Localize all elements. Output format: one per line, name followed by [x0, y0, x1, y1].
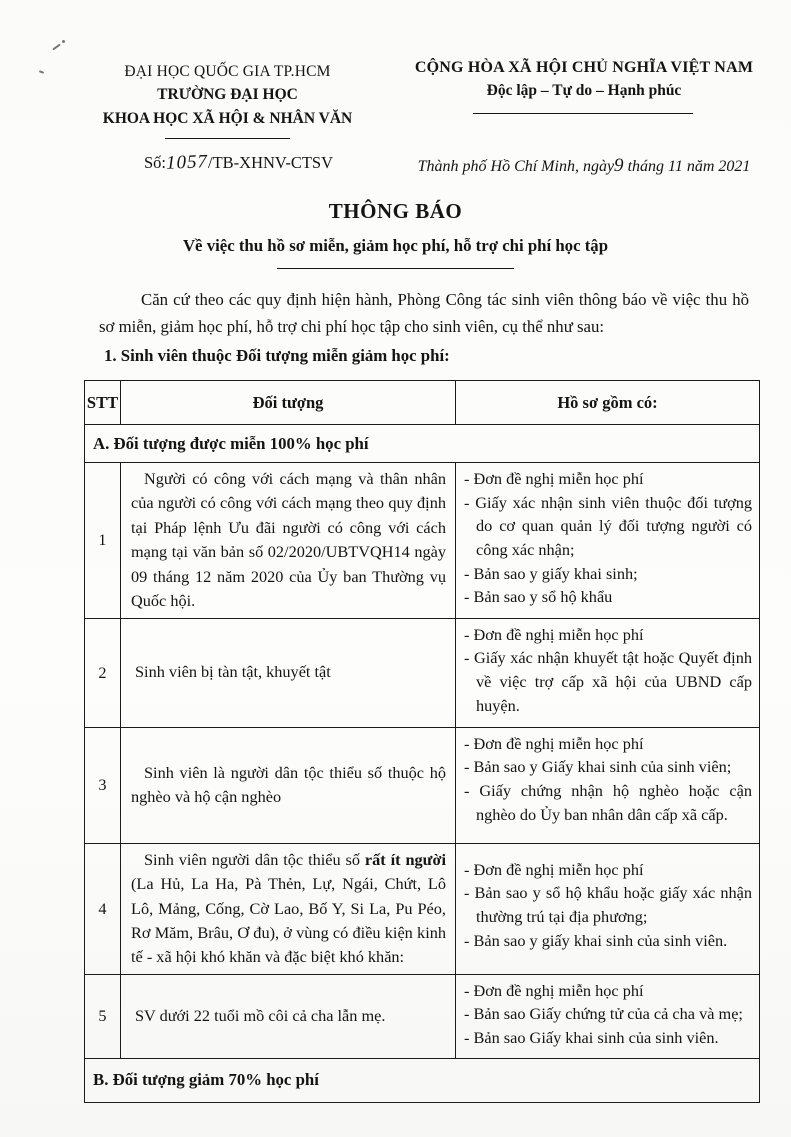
row-1-stt: 1 — [85, 463, 121, 619]
row-1-subject: Người có công với cách mạng và thân nhân của người có công với cách mạng theo quy định tại Pháp lệnh Ưu đãi người có công với cách mạng tại văn bản số 02/2020/UBTVQH14 ngày 09 tháng 12 năm 2020 của Ủy ban Thường vụ Quốc hội. — [121, 463, 456, 619]
document-item: - Đơn đề nghị miễn học phí — [464, 733, 644, 753]
row-5-subject: SV dưới 22 tuổi mồ côi cả cha lẫn mẹ. — [121, 974, 456, 1058]
notice-title: THÔNG BÁO — [328, 199, 463, 223]
table-header-documents: Hồ sơ gồm có: — [456, 381, 760, 425]
row-4-subject — [121, 843, 456, 974]
row-5-stt: 5 — [85, 974, 121, 1058]
row-4-subject-bold: rất ít người — [364, 849, 446, 869]
table-row — [85, 463, 760, 619]
national-header-block — [400, 59, 768, 100]
row-2-documents — [456, 618, 760, 727]
date-line-post: tháng 11 năm 2021 — [623, 158, 751, 175]
doc-number-prefix: Số: — [144, 153, 167, 172]
document-item: - Bản sao Giấy khai sinh của sinh viên. — [464, 1028, 719, 1048]
org-name-line-1: TRƯỜNG ĐẠI HỌC — [157, 86, 298, 104]
org-parent-name: ĐẠI HỌC QUỐC GIA TP.HCM — [124, 63, 331, 80]
table-header-stt: STT — [85, 381, 121, 425]
document-item: - Đơn đề nghị miễn học phí — [464, 859, 644, 879]
org-underline — [165, 138, 290, 139]
table-row — [85, 843, 760, 974]
national-title: CỘNG HÒA XÃ HỘI CHỦ NGHĨA VIỆT NAM — [414, 59, 754, 76]
table-row — [85, 974, 760, 1058]
row-4-subject-text: (La Hủ, La Ha, Pà Thẻn, Lự, Ngái, Chứt, Lô Lô, Mảng, Cống, Cờ Lao, Bố Y, Si La, Pu Péo, Rơ Măm, Brâu, Ơ đu), ở vùng có điều kiện kinh tế - xã hội khó khăn và đặc biệt khó khăn: — [131, 874, 446, 967]
section-a-row: A. Đối tượng được miễn 100% học phí — [85, 425, 760, 463]
document-item: - Bản sao y Giấy khai sinh của sinh viên; — [464, 757, 732, 777]
ink-speck — [52, 44, 61, 51]
document-item: - Bản sao y giấy khai sinh của sinh viên. — [464, 930, 728, 950]
document-item: - Đơn đề nghị miễn học phí — [464, 624, 644, 644]
doc-number — [144, 153, 333, 173]
notice-subtitle: Về việc thu hồ sơ miễn, giảm học phí, hỗ trợ chi phí học tập — [182, 236, 609, 255]
row-3-stt: 3 — [85, 727, 121, 843]
table-row — [85, 618, 760, 727]
document-item: - Đơn đề nghị miễn học phí — [464, 980, 644, 1000]
ink-speck — [39, 70, 44, 74]
table-row — [85, 727, 760, 843]
intro-paragraph: Căn cứ theo các quy định hiện hành, Phòng Công tác sinh viên thông báo về việc thu hồ sơ miễn, giảm học phí, hỗ trợ chi phí học tập cho sinh viên, cụ thể như sau: — [99, 290, 749, 336]
section-b-row: B. Đối tượng giảm 70% học phí — [85, 1058, 760, 1102]
section-1-heading: 1. Sinh viên thuộc Đối tượng miễn giảm học phí: — [104, 346, 450, 365]
doc-number-handwritten: 1057 — [165, 151, 209, 174]
date-line-pre: Thành phố Hồ Chí Minh, ngày — [417, 158, 615, 175]
document-item: - Bản sao y giấy khai sinh; — [464, 563, 638, 583]
document-item: - Giấy chứng nhận hộ nghèo hoặc cận nghèo do Ủy ban nhân dân cấp xã cấp. — [464, 780, 752, 824]
document-item: - Giấy xác nhận khuyết tật hoặc Quyết định về việc trợ cấp xã hội của UBND cấp huyện. — [464, 648, 752, 715]
doc-number-suffix: /TB-XHNV-CTSV — [208, 153, 333, 172]
row-4-subject-text: Sinh viên người dân tộc thiểu số — [144, 849, 365, 869]
document-item: - Bản sao Giấy chứng tử của cả cha và mẹ; — [464, 1004, 743, 1024]
document-item: - Bản sao y sổ hộ khẩu — [464, 587, 613, 607]
national-motto: Độc lập – Tự do – Hạnh phúc — [486, 82, 682, 99]
motto-underline — [473, 113, 693, 114]
document-item: - Giấy xác nhận sinh viên thuộc đối tượng do cơ quan quản lý đối tượng người có công xác nhận; — [464, 492, 752, 559]
fee-exemption-table — [84, 380, 760, 1103]
subtitle-underline — [277, 268, 514, 269]
row-2-stt: 2 — [85, 618, 121, 727]
table-header-subject: Đối tượng — [121, 381, 456, 425]
ink-speck — [62, 40, 65, 43]
row-3-documents — [456, 727, 760, 843]
document-item: - Đơn đề nghị miễn học phí — [464, 469, 644, 488]
document-item: - Bản sao y sổ hộ khẩu hoặc giấy xác nhận thường trú tại địa phương; — [464, 883, 752, 926]
row-4-stt: 4 — [85, 843, 121, 974]
org-name-line-2: KHOA HỌC XÃ HỘI & NHÂN VĂN — [102, 109, 353, 127]
date-line — [400, 156, 768, 176]
row-4-documents — [456, 843, 760, 974]
row-3-subject: Sinh viên là người dân tộc thiểu số thuộc hộ nghèo và hộ cận nghèo — [121, 727, 456, 843]
issuing-org-block — [90, 60, 365, 130]
date-day-handwritten: 9 — [613, 154, 624, 177]
row-2-subject: Sinh viên bị tàn tật, khuyết tật — [121, 618, 456, 727]
row-1-documents — [456, 463, 760, 619]
row-5-documents — [456, 974, 760, 1058]
